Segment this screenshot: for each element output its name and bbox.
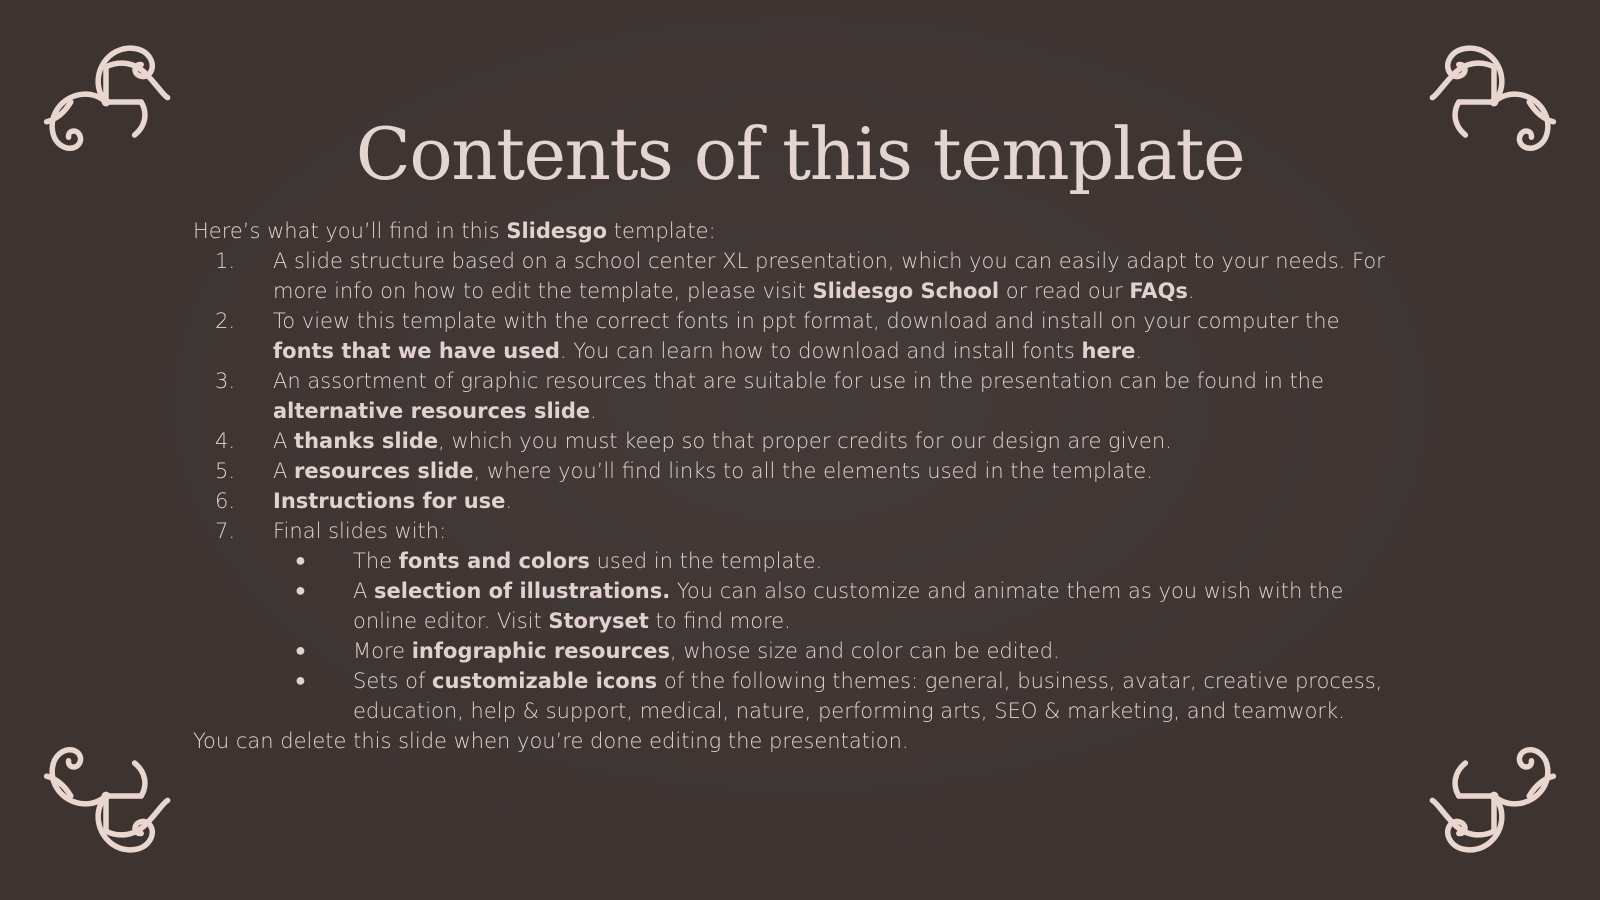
list-item [193, 246, 1403, 306]
item-text: The [353, 549, 399, 573]
item-text: A [353, 579, 375, 603]
item-text: . [590, 399, 597, 423]
bullet-item [273, 576, 1403, 636]
bullet-icon: ● [295, 550, 306, 571]
list-number: 4. [215, 429, 236, 453]
item-text: A [273, 459, 295, 483]
fonts-colors-link[interactable]: fonts and colors [398, 549, 590, 573]
item-text: Final slides with: [273, 519, 447, 543]
customizable-icons-link[interactable]: customizable icons [432, 669, 658, 693]
fonts-used-link[interactable]: fonts that we have used [273, 339, 560, 363]
list-number: 1. [215, 249, 236, 273]
faqs-link[interactable]: FAQs [1129, 279, 1188, 303]
item-text: or read our [999, 279, 1130, 303]
item-text: . [505, 489, 513, 513]
outro-text: You can delete this slide when you’re done editing the presentation. [193, 729, 909, 753]
flourish-corner-icon [40, 730, 172, 862]
bullet-item [273, 666, 1403, 726]
bullet-icon: ● [295, 670, 306, 691]
list-number: 5. [215, 459, 236, 483]
here-link[interactable]: here [1081, 339, 1136, 363]
resources-slide-link[interactable]: resources slide [294, 459, 474, 483]
item-text: used in the template. [589, 549, 823, 573]
slide-body [193, 216, 1403, 756]
item-text: . [1187, 279, 1195, 303]
list-item [193, 426, 1403, 456]
item-text: , where you’ll find links to all the elements used in the template. [473, 459, 1153, 483]
alternative-resources-link[interactable]: alternative resources slide [273, 399, 591, 423]
instructions-link[interactable]: Instructions for use [273, 489, 506, 513]
item-text: You can also customize and animate them as you wish with the online editor. Visit [353, 579, 1344, 633]
bullet-icon: ● [295, 580, 306, 601]
list-item [193, 516, 1403, 726]
list-number: 3. [215, 369, 236, 393]
item-text: . You can learn how to download and install fonts [559, 339, 1082, 363]
item-text: To view this template with the correct fonts in ppt format, download and install on your computer the [273, 309, 1340, 333]
item-text: to find more. [648, 609, 791, 633]
intro-text-part: Here’s what you’ll find in this [193, 219, 507, 243]
flourish-corner-icon [1428, 730, 1560, 862]
bullet-item [273, 546, 1403, 576]
list-item [193, 486, 1403, 516]
item-text: . [1135, 339, 1143, 363]
item-text: , which you must keep so that proper credits for our design are given. [438, 429, 1172, 453]
slidesgo-school-link[interactable]: Slidesgo School [812, 279, 1000, 303]
list-number: 2. [215, 309, 236, 333]
bullet-item [273, 636, 1403, 666]
item-text: A slide structure based on a school center XL presentation, which you can easily adapt to your needs. For more info on how to edit the template, please visit [273, 249, 1385, 303]
intro-bold-text: Slidesgo [506, 219, 608, 243]
slide-title: Contents of this template [355, 112, 1245, 196]
infographic-resources-link[interactable]: infographic resources [411, 639, 670, 663]
item-text: An assortment of graphic resources that are suitable for use in the presentation can be found in the [273, 369, 1324, 393]
storyset-link[interactable]: Storyset [548, 609, 649, 633]
illustrations-link[interactable]: selection of illustrations. [374, 579, 671, 603]
thanks-slide-link[interactable]: thanks slide [294, 429, 439, 453]
item-text: A [273, 429, 295, 453]
list-item [193, 366, 1403, 426]
bullet-icon: ● [295, 640, 306, 661]
list-number: 7. [215, 519, 236, 543]
item-text: Sets of [353, 669, 433, 693]
intro-text-part: template: [607, 219, 716, 243]
intro-text [193, 216, 1403, 246]
item-text: of the following themes: general, business, avatar, creative process, education, help & support, medical, nature, performing arts, SEO & marketing, and teamwork. [353, 669, 1383, 723]
numbered-list [193, 246, 1403, 726]
item-text: More [353, 639, 412, 663]
bullet-list [273, 546, 1403, 726]
list-item [193, 456, 1403, 486]
item-text: , whose size and color can be edited. [669, 639, 1060, 663]
list-number: 6. [215, 489, 236, 513]
list-item [193, 306, 1403, 366]
